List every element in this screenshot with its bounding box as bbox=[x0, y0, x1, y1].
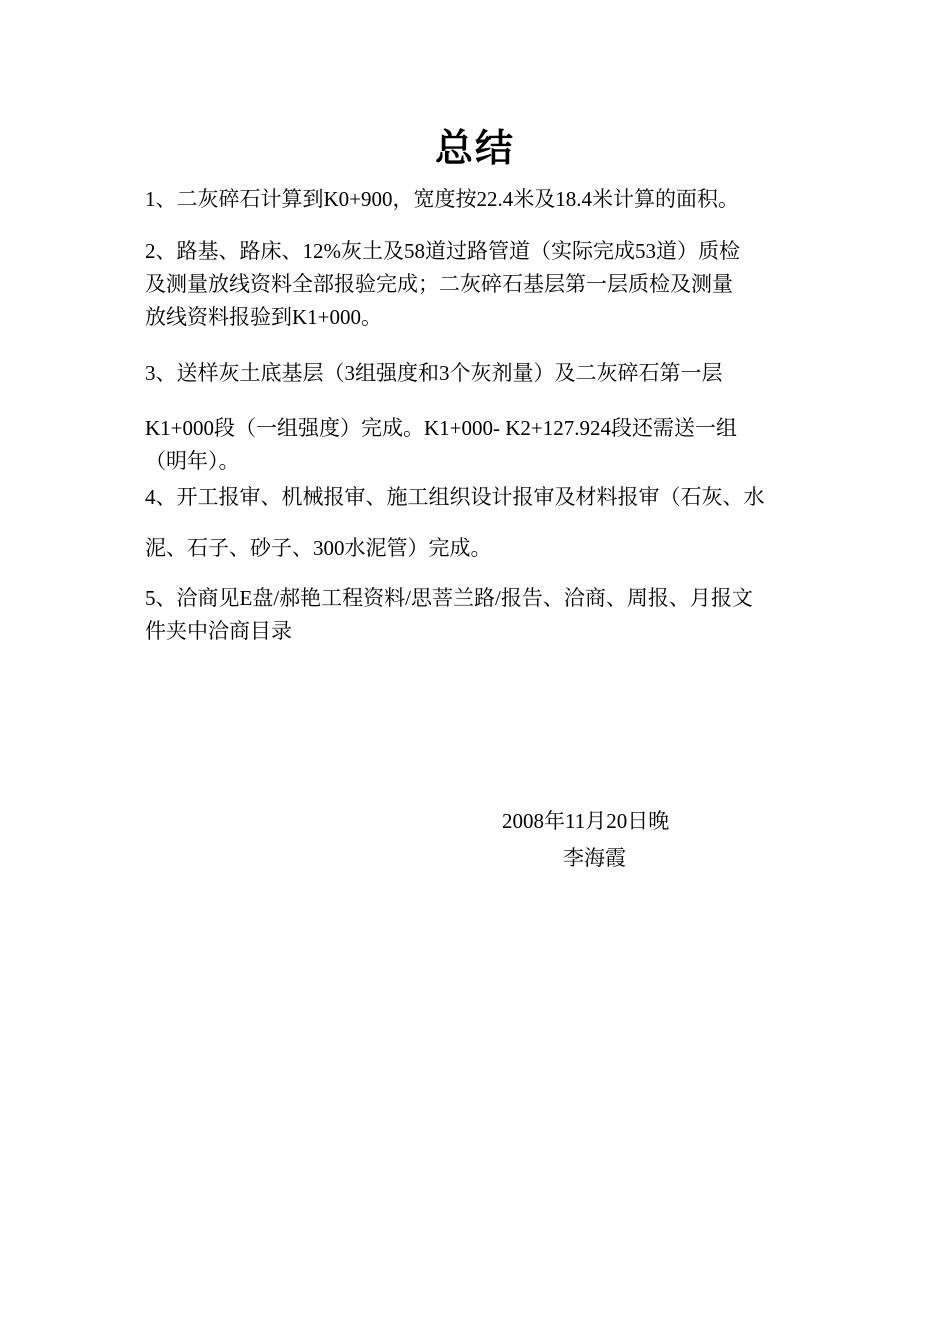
paragraph-1 bbox=[145, 183, 817, 216]
paragraph-line: 4、开工报审、机械报审、施工组织设计报审及材料报审（石灰、水 bbox=[145, 485, 765, 509]
paragraph-2 bbox=[145, 235, 817, 334]
paragraph-line: 2、路基、路床、12%灰土及58道过路管道（实际完成53道）质检 bbox=[145, 239, 740, 263]
paragraph-line: 3、送样灰土底基层（3组强度和3个灰剂量）及二灰碎石第一层 bbox=[145, 361, 723, 385]
paragraph-line: 5、洽商见E盘/郝艳工程资料/思菩兰路/报告、洽商、周报、月报文 bbox=[145, 586, 753, 610]
paragraph-line: 及测量放线资料全部报验完成；二灰碎石基层第一层质检及测量 bbox=[145, 272, 733, 296]
signature-date: 2008年11月20日晚 bbox=[502, 809, 670, 833]
paragraph-line: 1、二灰碎石计算到K0+900，宽度按22.4米及18.4米计算的面积。 bbox=[145, 187, 740, 211]
page-title: 总结 bbox=[434, 126, 515, 170]
paragraph-line: 件夹中洽商目录 bbox=[145, 619, 292, 643]
signature-name: 李海霞 bbox=[563, 846, 626, 870]
paragraph-5 bbox=[145, 582, 817, 648]
paragraph-4 bbox=[145, 481, 817, 565]
paragraph-line: 放线资料报验到K1+000。 bbox=[145, 305, 383, 329]
paragraph-line: K1+000段（一组强度）完成。K1+000- K2+127.924段还需送一组 bbox=[145, 416, 738, 440]
paragraph-line: 泥、石子、砂子、300水泥管）完成。 bbox=[145, 536, 492, 560]
paragraph-line: （明年）。 bbox=[145, 449, 240, 473]
paragraph-3 bbox=[145, 357, 817, 478]
